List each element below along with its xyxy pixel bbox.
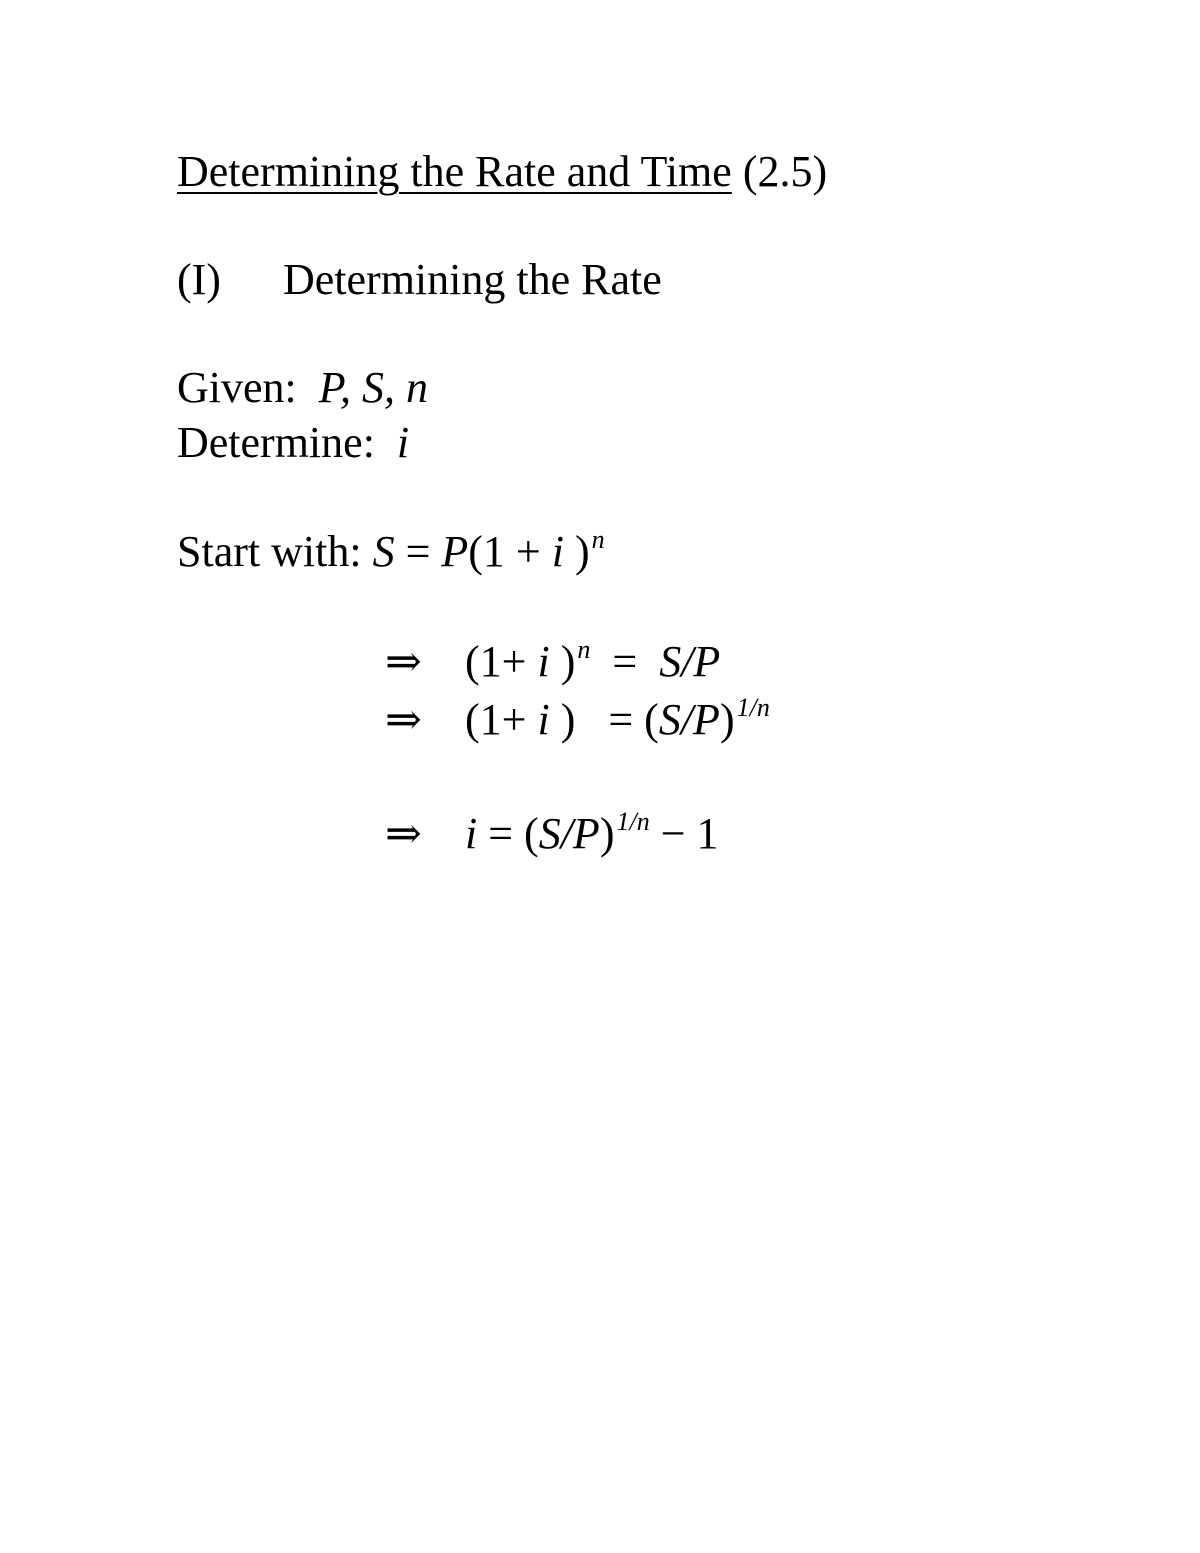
- start-label: Start with:: [177, 527, 362, 576]
- section-heading: [177, 255, 662, 304]
- eq-equals: =: [394, 527, 442, 576]
- given-line: [177, 363, 428, 412]
- determine-line: [177, 418, 410, 467]
- step2-equals: = (: [575, 695, 659, 744]
- step2-close: ): [549, 695, 576, 744]
- step3-rhs: S/P: [538, 809, 600, 858]
- step3-var-i: i: [465, 809, 478, 858]
- section-text: Determining the Rate: [283, 255, 662, 304]
- step3-tail: − 1: [649, 809, 719, 858]
- determine-var: i: [396, 418, 410, 467]
- step1-exponent: n: [577, 635, 591, 664]
- step2-open: (1+: [465, 695, 538, 744]
- derivation-step-3: [385, 807, 719, 858]
- eq-var-P: P: [441, 527, 469, 576]
- start-equation: [177, 525, 605, 576]
- eq-exponent: n: [591, 525, 605, 554]
- step2-rhs: S/P: [658, 695, 720, 744]
- derivation-step-1: [385, 635, 721, 686]
- implies-arrow: ⇒: [385, 637, 422, 686]
- implies-arrow: ⇒: [385, 695, 422, 744]
- page-title: [177, 147, 828, 196]
- eq-open: (1 +: [468, 527, 552, 576]
- step1-rhs: S/P: [659, 637, 721, 686]
- step2-var-i: i: [537, 695, 550, 744]
- section-label: (I): [177, 255, 221, 304]
- eq-var-i: i: [551, 527, 564, 576]
- given-vars: P, S, n: [318, 363, 428, 412]
- step1-open: (1+: [465, 637, 538, 686]
- title-section-number: (2.5): [731, 147, 828, 196]
- step1-close: ): [549, 637, 576, 686]
- title-main: Determining the Rate and Time: [177, 147, 732, 196]
- determine-label: Determine:: [177, 418, 375, 467]
- step1-equals: =: [590, 637, 660, 686]
- given-label: Given:: [177, 363, 297, 412]
- step3-exponent: 1/n: [616, 807, 650, 836]
- eq-var-S: S: [372, 527, 395, 576]
- step2-exponent: 1/n: [736, 693, 770, 722]
- implies-arrow: ⇒: [385, 809, 422, 858]
- step1-var-i: i: [537, 637, 550, 686]
- eq-close: ): [563, 527, 590, 576]
- step3-equals: = (: [477, 809, 539, 858]
- step2-rclose: ): [719, 695, 735, 744]
- derivation-step-2: [385, 693, 770, 744]
- step3-rclose: ): [599, 809, 615, 858]
